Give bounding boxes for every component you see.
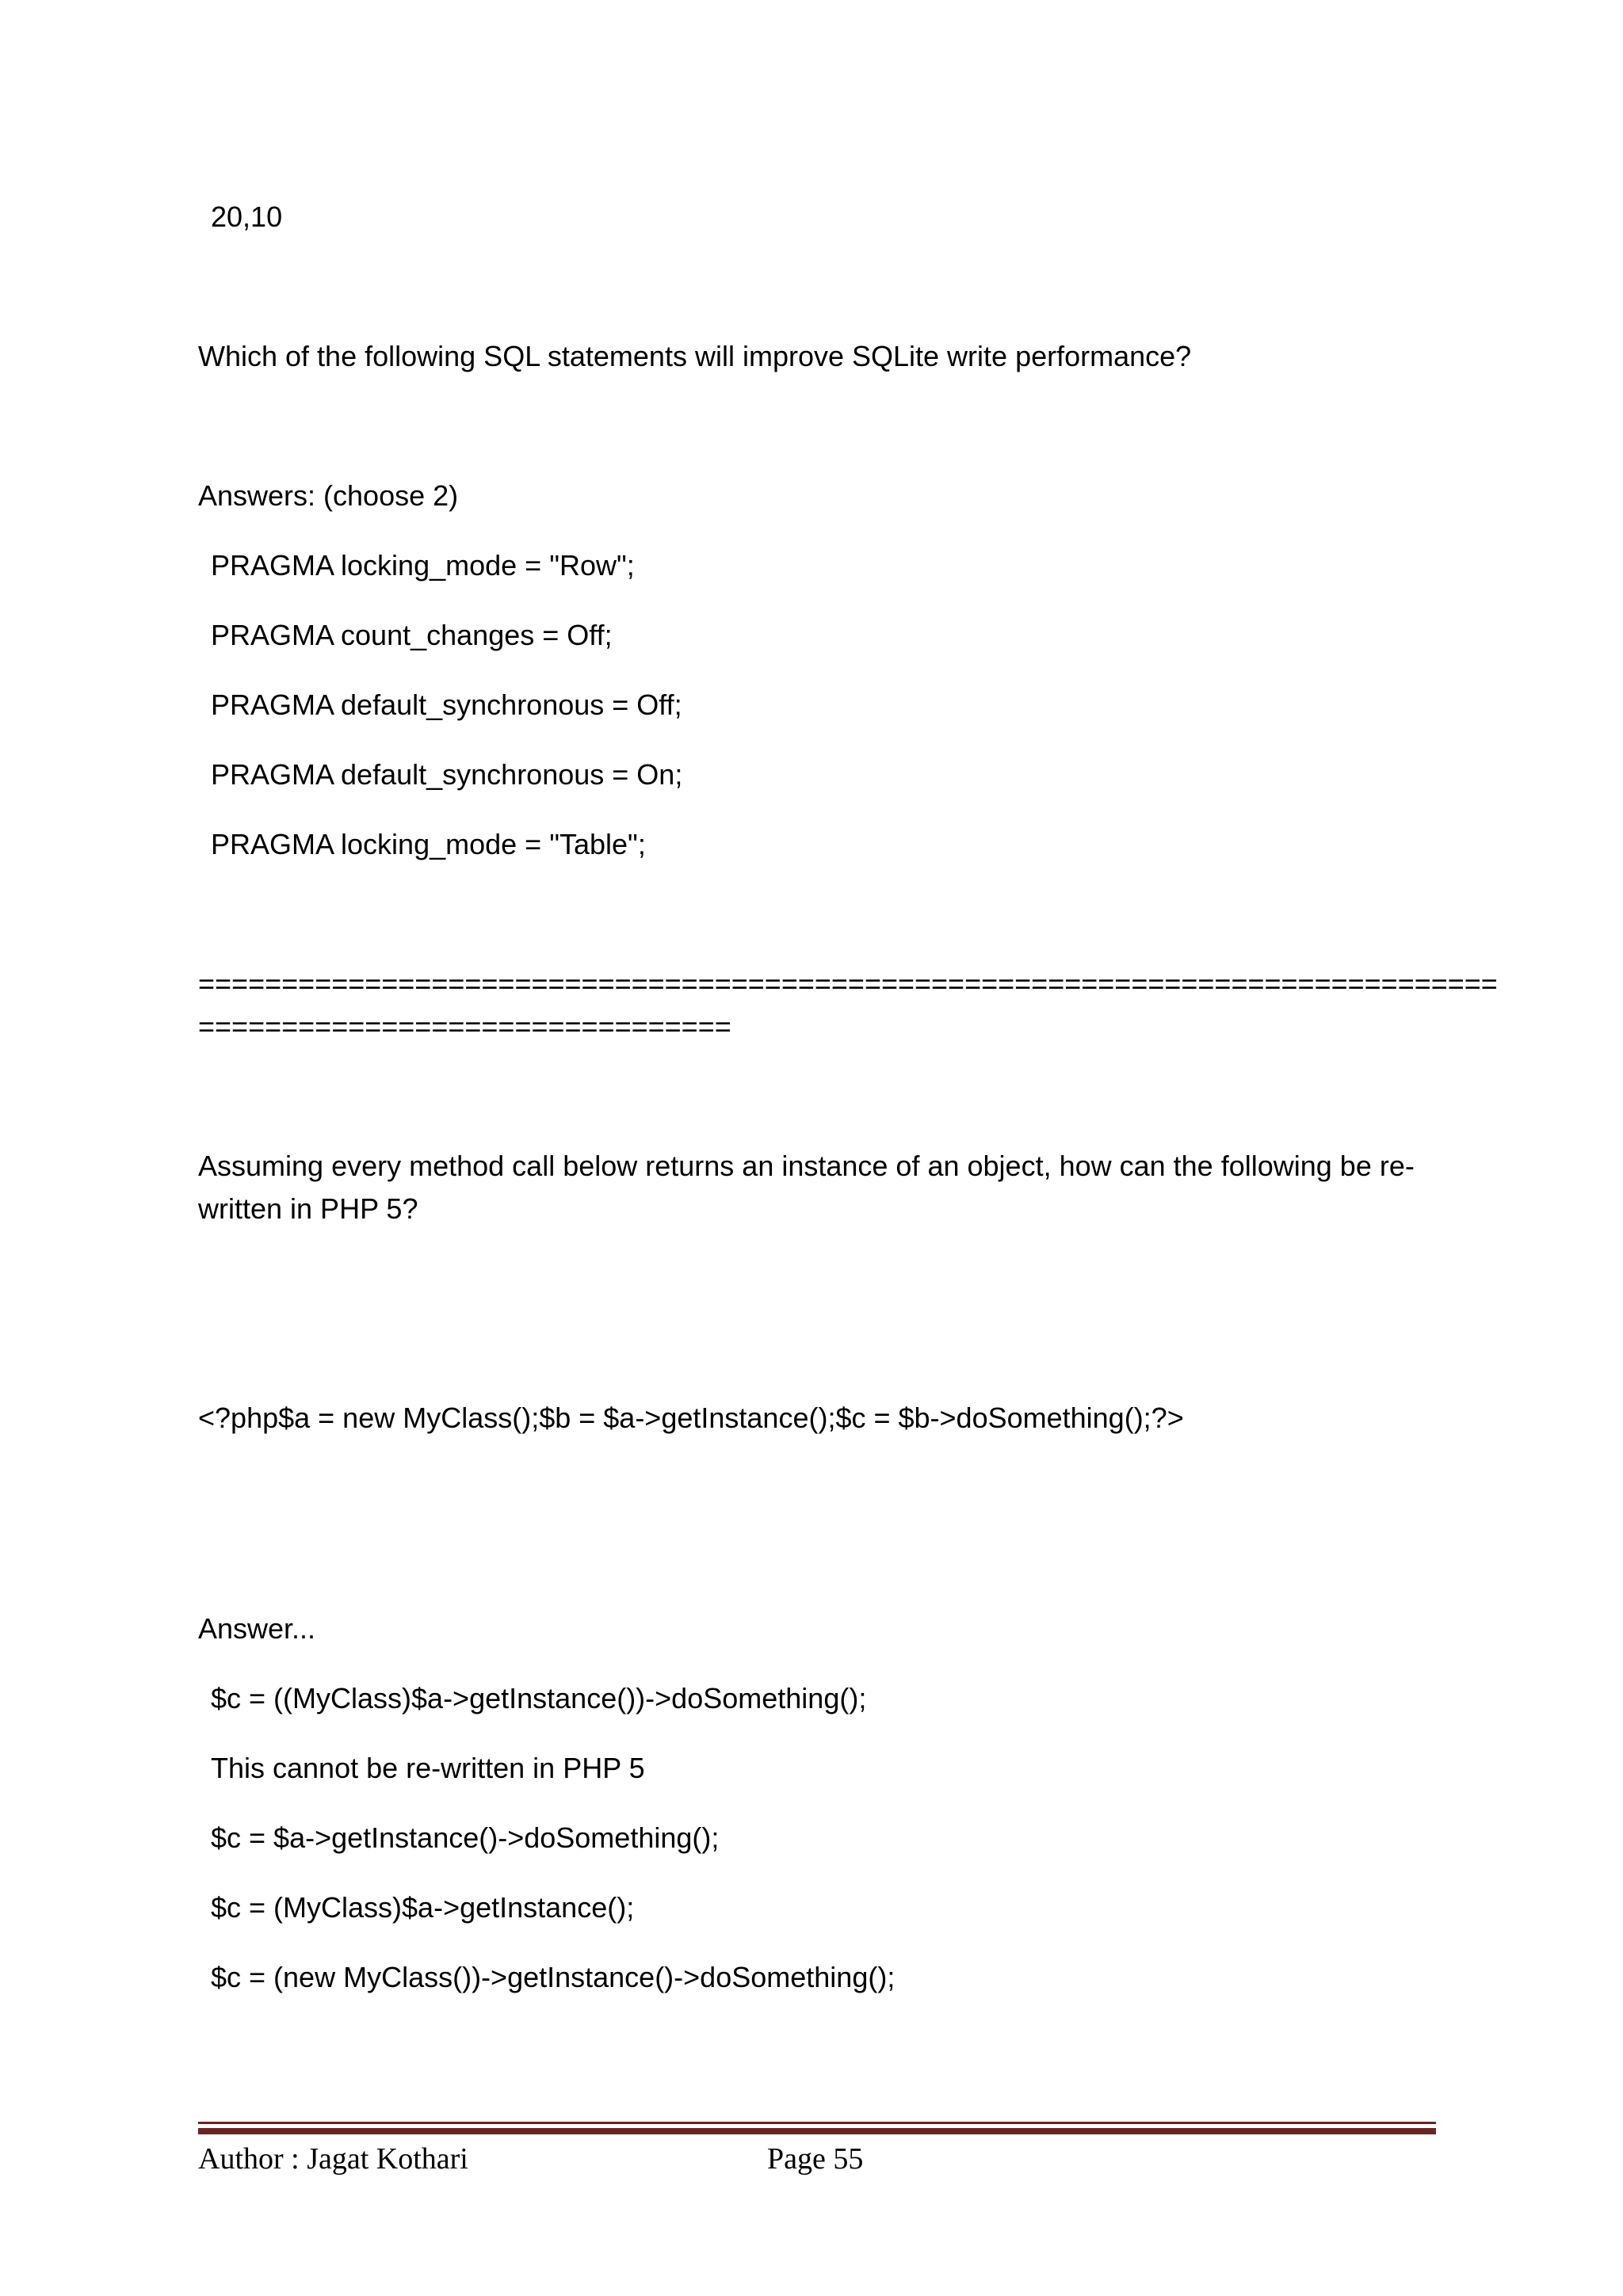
question-2-code: <?php$a = new MyClass();$b = $a->getInstance();$c = $b->doSomething();?>: [198, 1402, 1184, 1434]
question-1-answers-label: Answers: (choose 2): [198, 479, 459, 512]
question-2-option: $c = $a->getInstance()->doSomething();: [211, 1821, 720, 1854]
question-2-text-line-2: written in PHP 5?: [198, 1192, 418, 1225]
question-1-option: PRAGMA default_synchronous = On;: [211, 758, 683, 791]
separator-line-2: ================================: [198, 1010, 731, 1043]
question-1-option: PRAGMA locking_mode = "Table";: [211, 828, 646, 860]
question-1-option: PRAGMA count_changes = Off;: [211, 619, 613, 651]
question-1-option: PRAGMA default_synchronous = Off;: [211, 688, 682, 721]
question-2-option: This cannot be re-written in PHP 5: [211, 1752, 645, 1784]
previous-answer: 20,10: [211, 200, 283, 233]
footer-author: Author : Jagat Kothari: [198, 2142, 468, 2176]
question-2-answers-label: Answer...: [198, 1612, 316, 1645]
footer-divider-thin: [198, 2122, 1436, 2124]
separator-line-1: ==============================================================================: [198, 967, 1498, 1000]
footer-page-number: Page 55: [767, 2142, 864, 2176]
question-1-text: Which of the following SQL statements will improve SQLite write performance?: [198, 340, 1192, 372]
question-2-option: $c = (MyClass)$a->getInstance();: [211, 1891, 635, 1924]
question-2-option: $c = ((MyClass)$a->getInstance())->doSomething();: [211, 1682, 867, 1714]
footer-divider-thick: [198, 2128, 1436, 2134]
question-2-text-line-1: Assuming every method call below returns an instance of an object, how can the following be re-: [198, 1150, 1415, 1182]
question-2-option: $c = (new MyClass())->getInstance()->doSomething();: [211, 1961, 896, 1993]
question-1-option: PRAGMA locking_mode = "Row";: [211, 549, 635, 582]
